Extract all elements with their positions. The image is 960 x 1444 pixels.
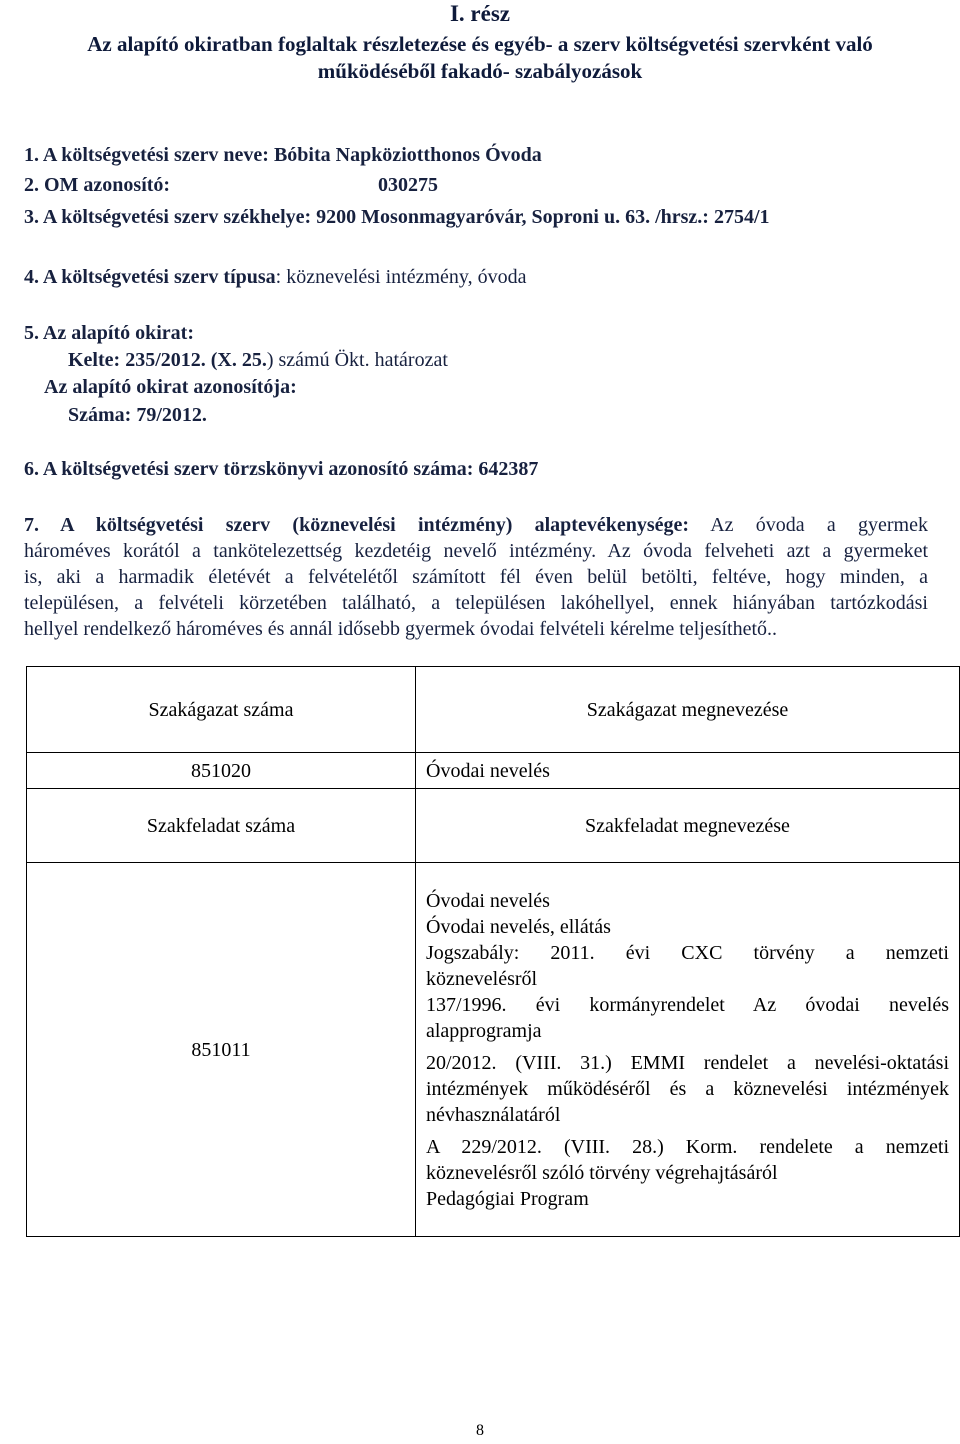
item-4-label: 4. A költségvetési szerv típusa <box>24 266 276 288</box>
item-3-seat: 3. A költségvetési szerv székhelye: 9200 Mosonmagyaróvár, Soproni u. 63. /hrsz.: 2754/1 <box>24 206 770 228</box>
header-sector-name: Szakágazat megnevezése <box>416 667 960 753</box>
item-5-number: Száma: 79/2012. <box>68 404 207 426</box>
task-line: intézmények működéséről és a köznevelési intézmények <box>426 1077 949 1100</box>
item-5-date <box>68 347 448 373</box>
table-row <box>27 753 960 789</box>
task-line: köznevelésről <box>426 967 538 990</box>
task-line: névhasználatáról <box>426 1103 561 1126</box>
header-task-number: Szakfeladat száma <box>27 789 416 863</box>
page-number: 8 <box>476 1422 484 1439</box>
item-7-line-5: hellyel rendelkező hároméves és annál idősebb gyermek óvodai felvételi kérelme teljesíthető.. <box>24 618 778 640</box>
item-1-name: 1. A költségvetési szerv neve: Bóbita Napköziotthonos Óvoda <box>24 144 542 166</box>
table-header-row <box>27 789 960 863</box>
part-heading: I. rész <box>449 1 511 26</box>
item-4-type <box>24 264 527 290</box>
task-line: 137/1996. évi kormányrendelet Az óvodai nevelés <box>426 993 949 1016</box>
item-5-date-rest: ) számú Ökt. határozat <box>266 349 448 371</box>
item-7-paragraph <box>24 512 928 642</box>
item-2-value: 030275 <box>378 174 438 196</box>
task-line: Jogszabály: 2011. évi CXC törvény a nemzeti <box>426 941 949 964</box>
document-title-line-2: működéséből fakadó- szabályozások <box>317 59 643 83</box>
sector-number-cell: 851020 <box>27 753 416 789</box>
task-name-cell <box>416 863 960 1237</box>
item-5-identifier-label: Az alapító okirat azonosítója: <box>44 376 297 398</box>
task-line: A 229/2012. (VIII. 28.) Korm. rendelete a nemzeti <box>426 1135 949 1158</box>
item-5-label: 5. Az alapító okirat: <box>24 322 194 344</box>
item-7-line-1: 7. A költségvetési szerv (köznevelési intézmény) alaptevékenysége: Az óvoda a gyermek <box>24 514 928 536</box>
item-7-line-3: is, aki a harmadik életévét a felvételétől számított fél éven belül betölti, feltéve, hogy minden, a <box>24 566 928 588</box>
task-line: Óvodai nevelés, ellátás <box>426 915 611 938</box>
document-title-line-1: Az alapító okiratban foglaltak részletezése és egyéb- a szerv költségvetési szervként való <box>87 32 873 56</box>
item-6-register-id: 6. A költségvetési szerv törzskönyvi azonosító száma: 642387 <box>24 458 539 480</box>
sector-name-cell: Óvodai nevelés <box>416 753 960 789</box>
activity-table <box>26 666 960 1237</box>
task-line: Pedagógiai Program <box>426 1187 589 1210</box>
header-task-name: Szakfeladat megnevezése <box>416 789 960 863</box>
task-line: köznevelésről szóló törvény végrehajtásáról <box>426 1161 778 1184</box>
task-line: 20/2012. (VIII. 31.) EMMI rendelet a nevelési-oktatási <box>426 1051 949 1074</box>
table-row <box>27 863 960 1237</box>
item-2-label: 2. OM azonosító: <box>24 174 171 196</box>
item-4-value: : köznevelési intézmény, óvoda <box>275 266 527 288</box>
table-header-row <box>27 667 960 753</box>
item-7-line-4: településen, a felvételi körzetében található, a településen lakóhellyel, ennek hiányában tartózkodási <box>24 592 928 614</box>
task-line: alapprogramja <box>426 1019 542 1042</box>
task-line: Óvodai nevelés <box>426 889 550 912</box>
task-number-cell: 851011 <box>27 863 416 1237</box>
header-sector-number: Szakágazat száma <box>27 667 416 753</box>
item-5-date-bold: Kelte: 235/2012. (X. 25. <box>68 349 267 371</box>
item-7-line-2: hároméves korától a tankötelezettség kezdetéig nevelő intézmény. Az óvoda felveheti azt a gyermeket <box>24 540 928 562</box>
